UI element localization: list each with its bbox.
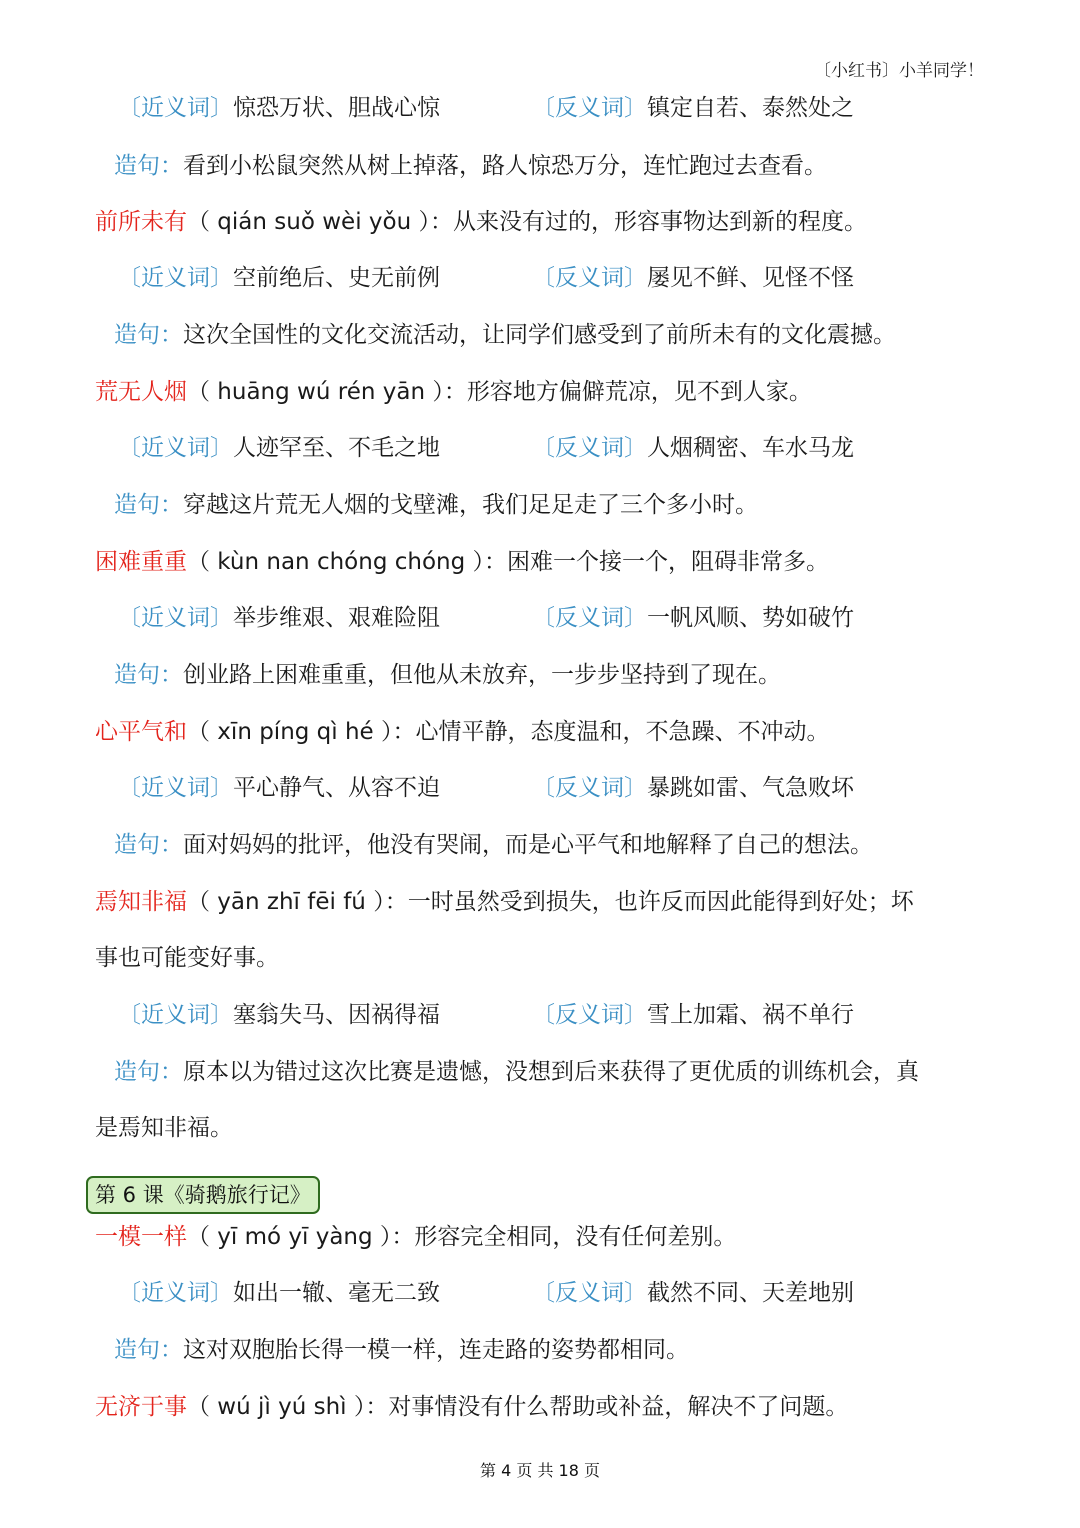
- idiom-word: 困难重重: [95, 549, 187, 575]
- idiom-word: 焉知非福: [95, 889, 187, 915]
- idiom-pinyin: （ yī mó yī yàng ）: [187, 1224, 392, 1250]
- idiom-heading: [95, 886, 914, 918]
- idiom-heading: [95, 1391, 848, 1423]
- idiom-heading: [95, 716, 830, 748]
- example-line: 造句：创业路上困难重重，但他从未放弃，一步步坚持到了现在。: [114, 662, 781, 688]
- antonym-group: 〔反义词〕人烟稠密、车水马龙: [532, 435, 854, 461]
- synonym-line: 〔近义词〕空前绝后、史无前例 〔反义词〕屡见不鲜、见怪不怪: [118, 262, 440, 294]
- idiom-definition: ：对事情没有什么帮助或补益，解决不了问题。: [365, 1394, 849, 1420]
- idiom-pinyin: （ qián suǒ wèi yǒu ）: [187, 209, 430, 235]
- idiom-definition: ：一时虽然受到损失，也许反而因此能得到好处；坏: [384, 889, 914, 915]
- idiom-heading: [95, 546, 829, 578]
- idiom-pinyin: （ wú jì yú shì ）: [187, 1394, 366, 1420]
- idiom-pinyin: （ huāng wú rén yān ）: [187, 379, 444, 405]
- antonym-group: 〔反义词〕截然不同、天差地别: [532, 1280, 854, 1306]
- idiom-heading: [95, 376, 812, 408]
- idiom-definition: ：形容完全相同，没有任何差别。: [391, 1224, 737, 1250]
- watermark: 〔小红书〕小羊同学！: [814, 61, 984, 81]
- example-line: 造句：这次全国性的文化交流活动，让同学们感受到了前所未有的文化震撼。: [114, 322, 896, 348]
- idiom-pinyin: （ yān zhī fēi fú ）: [187, 889, 385, 915]
- example-line: 造句：原本以为错过这次比赛是遗憾，没想到后来获得了更优质的训练机会，真: [114, 1059, 919, 1085]
- example-line: 造句：穿越这片荒无人烟的戈壁滩，我们足足走了三个多小时。: [114, 492, 758, 518]
- synonym-line: 〔近义词〕如出一辙、毫无二致 〔反义词〕截然不同、天差地别: [118, 1277, 440, 1309]
- idiom-pinyin: （ kùn nan chóng chóng ）: [187, 549, 485, 575]
- idiom-definition: ：形容地方偏僻荒凉，见不到人家。: [443, 379, 812, 405]
- example-line: 造句：面对妈妈的批评，他没有哭闹，而是心平气和地解释了自己的想法。: [114, 832, 873, 858]
- idiom-pinyin: （ xīn píng qì hé ）: [187, 719, 393, 745]
- synonym-line: 〔近义词〕人迹罕至、不毛之地 〔反义词〕人烟稠密、车水马龙: [118, 432, 440, 464]
- example-line: 造句：这对双胞胎长得一模一样，连走路的姿势都相同。: [114, 1337, 689, 1363]
- antonym-group: 〔反义词〕暴跳如雷、气急败坏: [532, 775, 854, 801]
- antonym-group: 〔反义词〕雪上加霜、祸不单行: [532, 1002, 854, 1028]
- synonym-line: 〔近义词〕惊恐万状、胆战心惊 〔反义词〕镇定自若、泰然处之: [118, 92, 440, 124]
- idiom-word: 无济于事: [95, 1394, 187, 1420]
- idiom-word: 荒无人烟: [95, 379, 187, 405]
- idiom-definition: ：心情平静，态度温和，不急躁、不冲动。: [392, 719, 830, 745]
- antonym-group: 〔反义词〕镇定自若、泰然处之: [532, 95, 854, 121]
- lesson-tag: 第 6 课《骑鹅旅行记》: [86, 1176, 320, 1214]
- antonym-group: 〔反义词〕屡见不鲜、见怪不怪: [532, 265, 854, 291]
- idiom-word: 心平气和: [95, 719, 187, 745]
- idiom-heading: [95, 1221, 736, 1253]
- example-continued: 是焉知非福。: [95, 1115, 233, 1141]
- idiom-word: 前所未有: [95, 209, 187, 235]
- example-line: 造句：看到小松鼠突然从树上掉落，路人惊恐万分，连忙跑过去查看。: [114, 153, 827, 179]
- synonym-line: 〔近义词〕塞翁失马、因祸得福 〔反义词〕雪上加霜、祸不单行: [118, 999, 440, 1031]
- page-footer: 第 4 页 共 18 页: [480, 1461, 600, 1480]
- synonym-line: 〔近义词〕举步维艰、艰难险阻 〔反义词〕一帆风顺、势如破竹: [118, 602, 440, 634]
- idiom-heading: [95, 206, 867, 238]
- synonym-line: 〔近义词〕平心静气、从容不迫 〔反义词〕暴跳如雷、气急败坏: [118, 772, 440, 804]
- idiom-definition: ：从来没有过的，形容事物达到新的程度。: [429, 209, 867, 235]
- idiom-word: 一模一样: [95, 1224, 187, 1250]
- antonym-group: 〔反义词〕一帆风顺、势如破竹: [532, 605, 854, 631]
- idiom-definition: ：困难一个接一个，阻碍非常多。: [484, 549, 830, 575]
- idiom-definition-continued: 事也可能变好事。: [95, 945, 279, 971]
